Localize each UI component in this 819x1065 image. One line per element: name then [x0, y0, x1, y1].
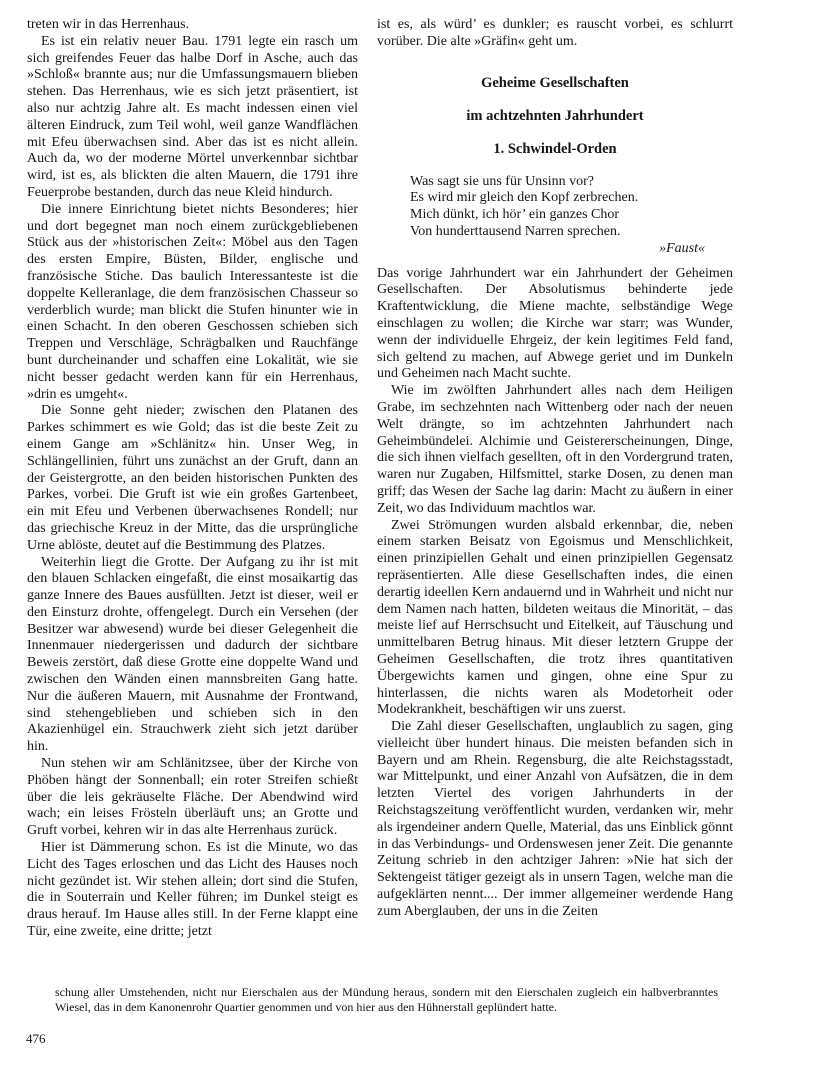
paragraph: Zwei Strömungen wurden alsbald erkennbar, die, neben einem starken Beisatz von Egoismus und Menschlichkeit, einen prinzipiellen Gehalt und einen prinzipiellen Gegensatz repräsentierten. Alle diese Gesellschaften indes, die einen derartig ideellen Kern andauernd und in Wahrheit und nicht nur dem Namen nach hatten, bildeten weitaus die Minorität, – das meiste lief auf Herrschsucht und Eitelkeit, auf Täuschung und unmittelbaren Betrug hinaus. Mit dieser letztern Gruppe der Geheimen Gesellschaften, die trotz ihres quantitativen Übergewichts kamen und gingen, ohne eine Spur zu hinterlassen, die nichts waren als Modetorheit oder Modekrankheit, beschäftigen wir uns zuerst.: [377, 517, 733, 718]
paragraph: ist es, als würd’ es dunkler; es rauscht vorbei, es schlurrt vorüber. Die alte »Gräfin« geht um.: [377, 17, 733, 49]
right-column-intro: [377, 17, 733, 51]
poem-line: Es wird mir gleich den Kopf zerbrechen.: [410, 190, 639, 206]
paragraph: Nun stehen wir am Schlänitzsee, über der Kirche von Phöben hängt der Sonnenball; ein roter Streifen schießt über die leis gekräuselte Fläche. Der Abendwind wird wach; ein leises Frösteln überläuft uns; an Grotte und Gruft vorbei, kehren wir in das alte Herrenhaus zurück.: [27, 756, 358, 839]
right-column: [377, 17, 733, 941]
paragraph: Die Sonne geht nieder; zwischen den Platanen des Parkes schimmert es wie Gold; das ist die beste Zeit zu einem Gange am »Schlänitz« hin. Unser Weg, in Schlängellinien, führt uns zunächst an der Gruft, dann an der Geistergrotte, an den beiden historischen Punkten des Parkes, vorbei. Die Gruft ist wie ein großes Gartenbeet, ein mit Efeu und Verbenen überwachsenes Rondell; nur das griechische Kreuz in der Mitte, das die ursprüngliche Urne ablöste, deutet auf die Bestimmung des Platzes.: [27, 403, 358, 553]
paragraph: Die Zahl dieser Gesellschaften, unglaublich zu sagen, ging vielleicht über hundert hinaus. Die meisten befanden sich in Bayern und am Rhein. Regensburg, die alte Reichstagsstadt, war Mittelpunkt, und einer Anzahl von Aufsätzen, die in dem letzten Viertel des vorigen Jahrhunderts in der Reichstagszeitung veröffentlicht wurden, verdanken wir, mehr als irgendeiner andern Quelle, Material, das uns Einblick gönnt in das Verbindungs- und Ordenswesen jener Zeit. Die genannte Zeitung schrieb in den achtziger Jahren: »Nie hat sich der Sektengeist tätiger gezeigt als in unsern Tagen, welche man die aufgeklärten nennt.... Der immer allgemeiner werdende Hang zum Aberglauben, der uns in die Zeiten: [377, 719, 733, 919]
paragraph: Das vorige Jahrhundert war ein Jahrhundert der Geheimen Gesellschaften. Der Absolutismus behinderte jede Kraftentwicklung, die Miene machte, selbständige Wege einschlagen zu wollen; die Kirche war starr; was Wunder, wenn der individuelle Ehrgeiz, der kein legitimes Feld fand, sich geltend zu machen, auf Abwege geriet und im Dunkeln und Geheimen nach Macht suchte.: [377, 265, 733, 382]
poem-line: Von hunderttausend Narren sprechen.: [410, 223, 621, 239]
section-heading: Geheime Gesellschaften: [481, 74, 629, 91]
text-block: [27, 17, 733, 941]
left-column: [27, 17, 358, 941]
paragraph: Die innere Einrichtung bietet nichts Besonderes; hier und dort begegnet man noch einem zurückgebliebenen Stück aus der »historischen Zeit«: Möbel aus den Tagen des ersten Empire, Büsten, Bilder, englische und französische Stiche. Das baulich Interessanteste ist die doppelte Kelleranlage, die dem französischen Chasseur so verderblich wurde; man blickt die Stufen hinunter wie in einen Schacht. In den oberen Geschossen schieben sich Treppen und Verschläge, Schrägbalken und Rauchfänge bunt durcheinander und schaffen eine Lokalität, wie sie nicht besser gedacht werden kann für ein Herrenhaus, »drin es umgeht«.: [27, 201, 358, 402]
poem-line: Mich dünkt, ich hör’ ein ganzes Chor: [410, 207, 620, 223]
epigraph-poem: [377, 174, 733, 241]
paragraph: Es ist ein relativ neuer Bau. 1791 legte ein rasch um sich greifendes Feuer das halbe Dorf in Asche, auch das »Schloß« brannte aus; nur die Umfassungsmauern blieben stehen. Das Herrenhaus, wie es sich jetzt präsentiert, ist also nur achtzig Jahre alt. Es macht indessen einen viel älteren Eindruck, zum Teil wohl, weil ganze Wandflächen mit Efeu überwachsen sind. Aber das ist es nicht allein. Auch da, wo der moderne Mörtel unverkennbar sichtbar wird, ist es, als blickten die alten Mauern, die 1791 ihre Feuerprobe bestanden, durch das neue Kleid hindurch.: [27, 33, 358, 200]
paragraph: Hier ist Dämmerung schon. Es ist die Minute, wo das Licht des Tages erloschen und das Licht des Hauses noch nicht gezündet ist. Wir stehen allein; dort sind die Stufen, die in Souterrain und Keller führen; im Dunkel steigt es draus herauf. Im Hause alles still. In der Ferne klappt eine Tür, eine zweite, eine dritte; jetzt: [27, 840, 358, 940]
paragraph: Wie im zwölften Jahrhundert alles nach dem Heiligen Grabe, im sechzehnten nach Wittenberg oder nach der neuen Welt drängte, so im achtzehnten Jahrhundert nach Geheimbündelei. Alchimie und Geistererscheinungen, Dinge, die sich ihnen vielfach gesellten, oft in den Vordergrund traten, waren nur Zugaben, Hilfsmittel, starke Dosen, zu denen man griff; das Wesen der Sache lag darin: Macht zu äußern in einer Zeit, wo das Individuum machtlos war.: [377, 383, 733, 516]
poem-line: Was sagt sie uns für Unsinn vor?: [410, 173, 594, 189]
epigraph-attribution: »Faust«: [659, 240, 705, 256]
footnote: schung aller Umstehenden, nicht nur Eierschalen aus der Mündung heraus, sondern mit den Eierschalen zugleich ein halbverbranntes Wiesel, das in dem Kanonenrohr Quartier genommen und von hier aus den Hühnerstall geplündert hatte.: [55, 985, 718, 1014]
section-heading: im achtzehnten Jahrhundert: [466, 107, 644, 124]
section-headings: [377, 75, 733, 158]
page-number: 476: [26, 1031, 46, 1046]
section-heading: 1. Schwindel-Orden: [493, 140, 617, 157]
paragraph: treten wir in das Herrenhaus.: [27, 17, 190, 32]
right-column-body: [377, 266, 733, 921]
paragraph: Weiterhin liegt die Grotte. Der Aufgang zu ihr ist mit den blauen Schlacken eingefaßt, die einst mosaikartig das ganze Innere des Baues ausfüllten. Jetzt ist dieser, weil er den Einsturz drohte, offengelegt. Durch ein Versehen (der Besitzer war abwesend) wurde bei dieser Gelegenheit die Innenmauer niedergerissen und dadurch der sichtbare Beweis zerstört, daß diese Grotte eine doppelte Wand und zwischen den Wänden einen mannsbreiten Gang hatte. Nur die äußeren Mauern, mit Ausnahme der Frontwand, sind stehengeblieben und schieben sich in den Akazienhügel ein. Strauchwerk zieht sich jetzt darüber hin.: [27, 554, 358, 755]
